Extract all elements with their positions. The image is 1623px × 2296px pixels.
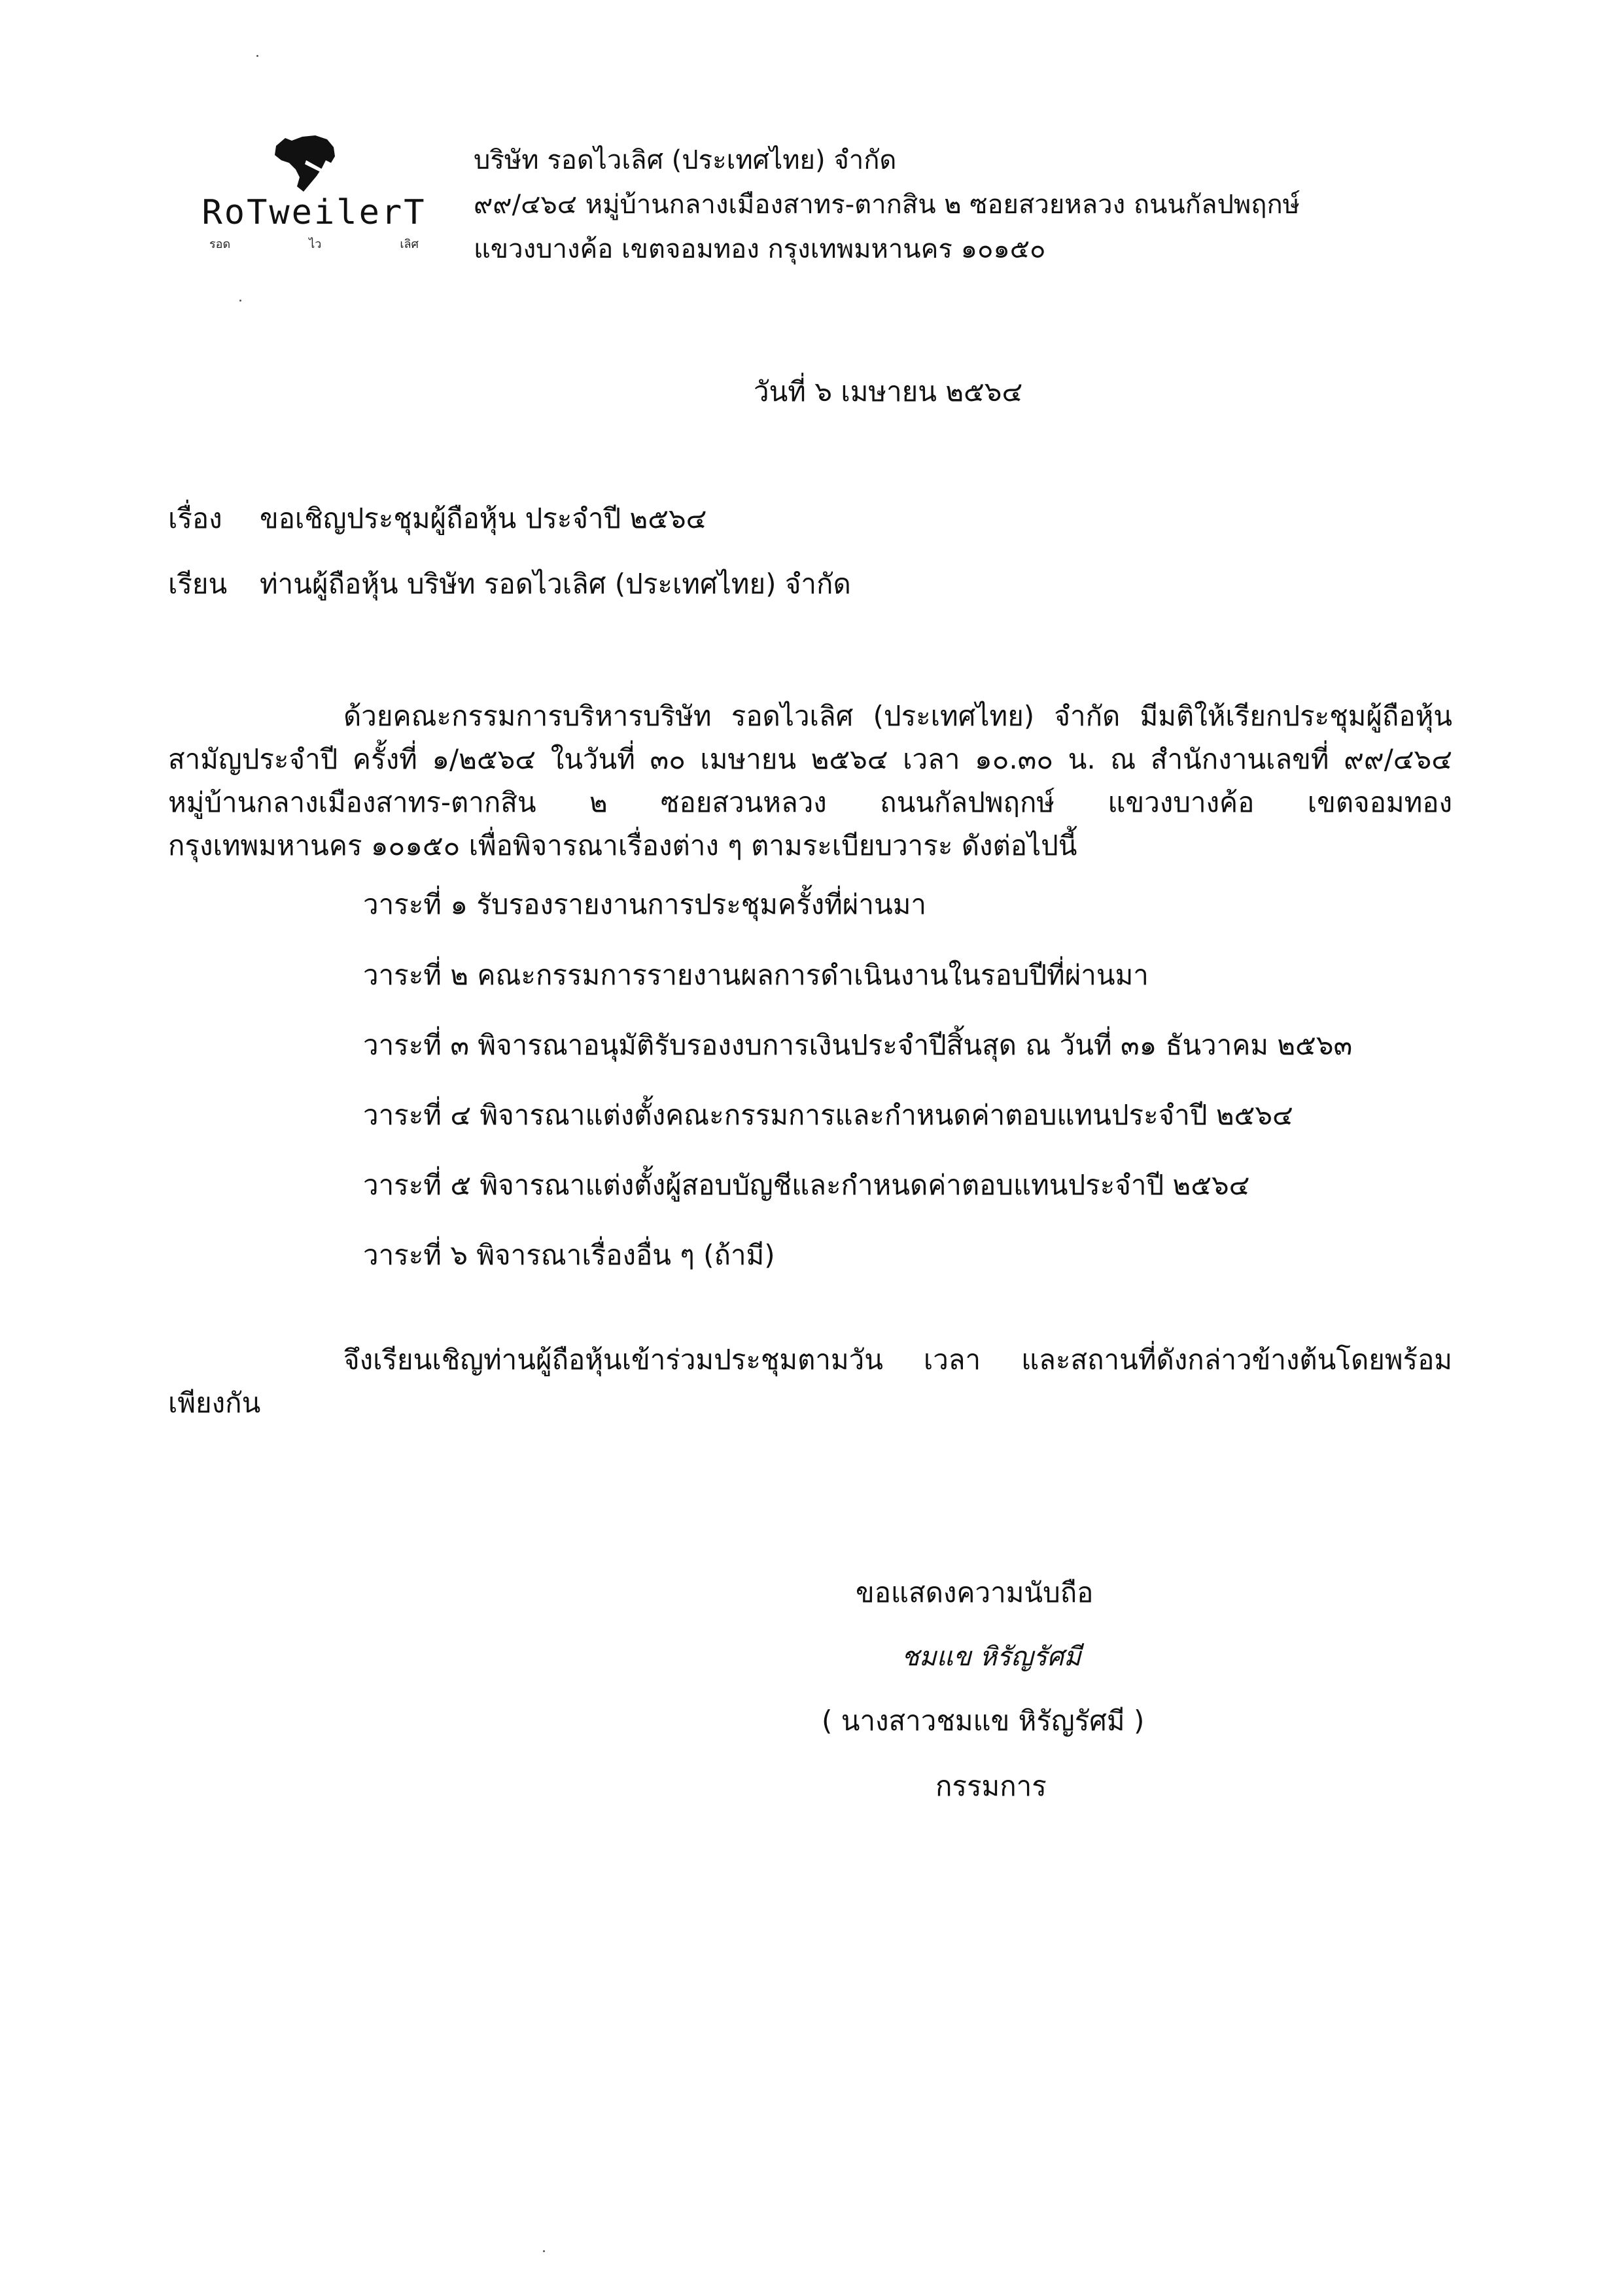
agenda-item: วาระที่ ๕ พิจารณาแต่งตั้งผู้สอบบัญชีและกำหนดค่าตอบแทนประจำปี ๒๕๖๔ <box>363 1169 1250 1201</box>
logo-subtitle-part: เลิศ <box>400 237 419 251</box>
logo-subtitle <box>209 234 419 253</box>
body-paragraph <box>168 695 1452 867</box>
letter-date: วันที่ ๖ เมษายน ๒๕๖๔ <box>754 375 1023 408</box>
scan-speck <box>239 300 241 302</box>
logo-subtitle-part: ไว <box>309 237 322 251</box>
company-name: บริษัท รอดไวเลิศ (ประเทศไทย) จำกัด <box>474 145 897 175</box>
rottweiler-logo-icon <box>270 134 343 193</box>
signer-position: กรรมการ <box>935 1770 1047 1802</box>
company-address-line2: แขวงบางค้อ เขตจอมทอง กรุงเทพมหานคร ๑๐๑๕๐ <box>474 234 1046 264</box>
agenda-item: วาระที่ ๓ พิจารณาอนุมัติรับรองงบการเงินประจำปีสิ้นสุด ณ วันที่ ๓๑ ธันวาคม ๒๕๖๓ <box>363 1029 1353 1061</box>
agenda-item: วาระที่ ๑ รับรองรายงานการประชุมครั้งที่ผ่านมา <box>363 888 926 920</box>
agenda-item: วาระที่ ๒ คณะกรรมการรายงานผลการดำเนินงานในรอบปีที่ผ่านมา <box>363 959 1149 991</box>
signature: ชมแข หิรัญรัศมี <box>901 1642 1081 1672</box>
body-line: หมู่บ้านกลางเมืองสาทร-ตากสิน ๒ ซอยสวนหลวง ถนนกัลปพฤกษ์ แขวงบางค้อ เขตจอมทอง <box>168 786 1452 818</box>
recipient-text: ท่านผู้ถือหุ้น บริษัท รอดไวเลิศ (ประเทศไทย) จำกัด <box>260 568 851 600</box>
scan-speck <box>543 2250 545 2252</box>
recipient-label: เรียน <box>168 568 228 600</box>
body-line: ด้วยคณะกรรมการบริหารบริษัท รอดไวเลิศ (ประเทศไทย) จำกัด มีมติให้เรียกประชุมผู้ถือหุ้น <box>343 700 1452 732</box>
scan-speck <box>256 55 258 57</box>
body-line: สามัญประจำปี ครั้งที่ ๑/๒๕๖๔ ในวันที่ ๓๐ เมษายน ๒๕๖๔ เวลา ๑๐.๓๐ น. ณ สำนักงานเลขที่ ๙๙/๔๖๔ <box>168 743 1452 775</box>
invitation-paragraph <box>168 1338 1452 1425</box>
invitation-line: จึงเรียนเชิญท่านผู้ถือหุ้นเข้าร่วมประชุมตามวัน เวลา และสถานที่ดังกล่าวข้างต้นโดยพร้อม <box>343 1344 1452 1376</box>
subject-label: เรื่อง <box>168 502 222 534</box>
closing-regards: ขอแสดงความนับถือ <box>856 1576 1094 1609</box>
agenda-item: วาระที่ ๔ พิจารณาแต่งตั้งคณะกรรมการและกำหนดค่าตอบแทนประจำปี ๒๕๖๔ <box>363 1099 1293 1131</box>
invitation-line: เพียงกัน <box>168 1387 261 1419</box>
signer-name: ( นางสาวชมแข หิรัญรัศมี ) <box>822 1705 1145 1737</box>
logo-wordmark: RoTweilerT <box>201 193 427 232</box>
agenda-item: วาระที่ ๖ พิจารณาเรื่องอื่น ๆ (ถ้ามี) <box>363 1239 775 1271</box>
subject-text: ขอเชิญประชุมผู้ถือหุ้น ประจำปี ๒๕๖๔ <box>260 502 707 534</box>
logo-subtitle-part: รอด <box>209 237 231 251</box>
body-line: กรุงเทพมหานคร ๑๐๑๕๐ เพื่อพิจารณาเรื่องต่าง ๆ ตามระเบียบวาระ ดังต่อไปนี้ <box>168 829 1077 861</box>
company-address-line1: ๙๙/๔๖๔ หมู่บ้านกลางเมืองสาทร-ตากสิน ๒ ซอยสวยหลวง ถนนกัลปพฤกษ์ <box>474 190 1300 220</box>
